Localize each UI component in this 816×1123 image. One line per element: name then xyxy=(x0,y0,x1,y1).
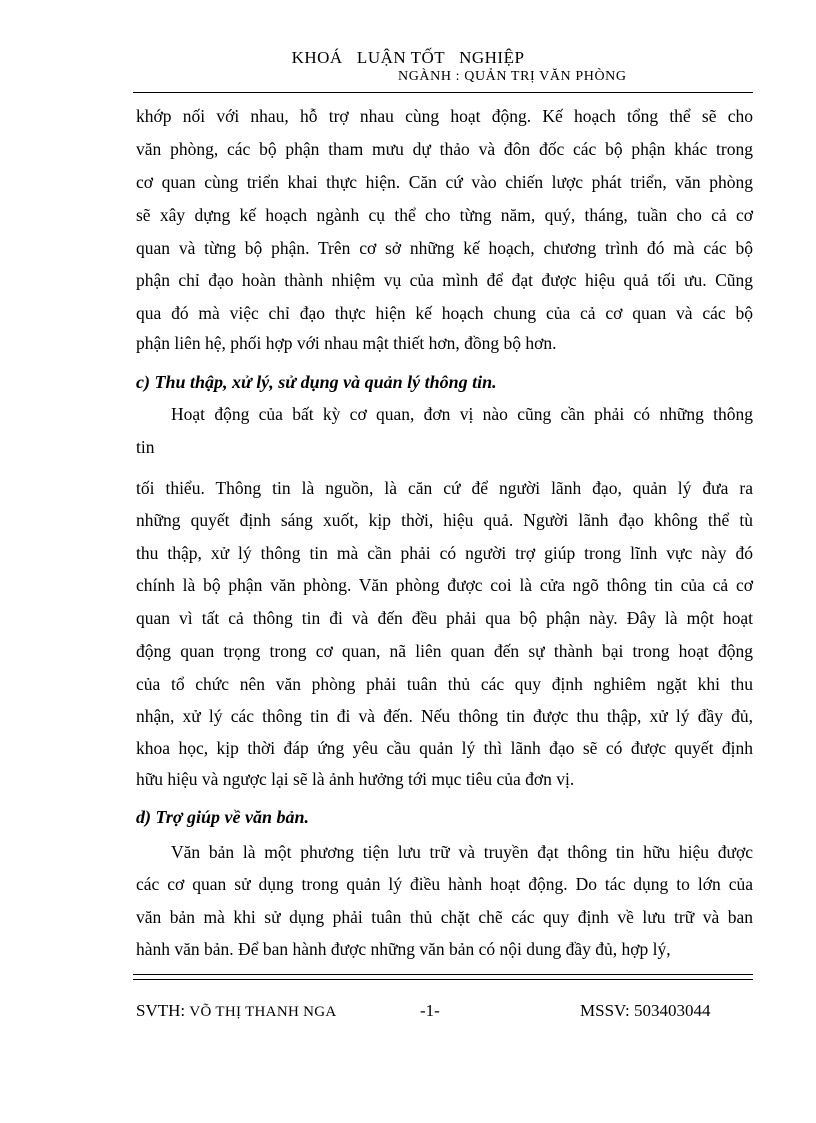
thesis-title: KHOÁ LUẬN TỐT NGHIỆP xyxy=(291,48,525,67)
student-id: MSSV: 503403044 xyxy=(580,1001,711,1020)
body-line: động quan trọng trong cơ quan, nã liên quan đến sự thành bại trong hoạt động xyxy=(136,641,753,661)
body-line: văn phòng, các bộ phận tham mưu dự thảo và đôn đốc các bộ phận khác trong xyxy=(136,139,753,159)
body-line: khớp nối với nhau, hỗ trợ nhau cùng hoạt động. Kế hoạch tổng thể sẽ cho xyxy=(136,106,753,126)
body-line: tin xyxy=(136,437,155,457)
body-line: khoa học, kịp thời đáp ứng yêu cầu quản lý thì lãnh đạo sẽ có được quyết định xyxy=(136,738,753,758)
body-line: qua đó mà việc chỉ đạo thực hiện kế hoạch chung của cả cơ quan và các bộ xyxy=(136,303,753,323)
body-line: nhận, xử lý các thông tin đi và đến. Nếu thông tin được thu thập, xử lý đầy đủ, xyxy=(136,706,753,726)
body-line: hữu hiệu và ngược lại sẽ là ảnh hưởng tới mục tiêu của đơn vị. xyxy=(136,769,575,789)
major-subtitle: NGÀNH : QUẢN TRỊ VĂN PHÒNG xyxy=(398,69,627,84)
body-line: phận chỉ đạo hoàn thành nhiệm vụ của mình để đạt được hiệu quả tối ưu. Cũng xyxy=(136,270,753,290)
body-line: những quyết định sáng xuốt, kịp thời, hiệu quả. Người lãnh đạo không thể tù xyxy=(136,510,753,530)
body-line: quan vì tất cả thông tin đi và đến đều phải qua bộ phận này. Đây là một hoạt xyxy=(136,608,753,628)
svth-label: SVTH: xyxy=(136,1001,186,1020)
body-line: hành văn bản. Để ban hành được những văn bản có nội dung đầy đủ, hợp lý, xyxy=(136,939,671,959)
body-line: chính là bộ phận văn phòng. Văn phòng được coi là cửa ngõ thông tin của cả cơ xyxy=(136,575,753,595)
body-line: sẽ xây dựng kế hoạch ngành cụ thể cho từng năm, quý, tháng, tuần cho cả cơ xyxy=(136,205,753,225)
footer-rule xyxy=(133,979,753,980)
body-line: các cơ quan sử dụng trong quản lý điều hành hoạt động. Do tác dụng to lớn của xyxy=(136,874,753,894)
body-line: tối thiểu. Thông tin là nguồn, là căn cứ để người lãnh đạo, quản lý đưa ra xyxy=(136,478,753,498)
body-line: của tổ chức nên văn phòng phải tuân thủ các quy định nghiêm ngặt khi thu xyxy=(136,674,753,694)
header-rule xyxy=(133,92,753,93)
page-number: -1- xyxy=(420,1001,440,1020)
student-name: VÕ THỊ THANH NGA xyxy=(189,1004,337,1020)
body-line: Văn bản là một phương tiện lưu trữ và truyền đạt thông tin hữu hiệu được xyxy=(171,842,753,862)
student-info xyxy=(136,1001,337,1021)
body-line: quan và từng bộ phận. Trên cơ sở những kế hoạch, chương trình đó mà các bộ xyxy=(136,238,753,258)
section-heading-d: d) Trợ giúp về văn bản. xyxy=(136,807,309,827)
section-heading-c: c) Thu thập, xử lý, sử dụng và quản lý thông tin. xyxy=(136,372,497,392)
body-line: cơ quan cùng triển khai thực hiện. Căn cứ vào chiến lược phát triển, văn phòng xyxy=(136,172,753,192)
footer-rule xyxy=(133,974,753,975)
body-line: Hoạt động của bất kỳ cơ quan, đơn vị nào cũng cần phải có những thông xyxy=(171,404,753,424)
body-line: phận liên hệ, phối hợp với nhau mật thiết hơn, đồng bộ hơn. xyxy=(136,333,557,353)
body-line: thu thập, xử lý thông tin mà cần phải có người trợ giúp trong lĩnh vực này đó xyxy=(136,543,753,563)
body-line: văn bản mà khi sử dụng phải tuân thủ chặt chẽ các quy định về lưu trữ và ban xyxy=(136,907,753,927)
